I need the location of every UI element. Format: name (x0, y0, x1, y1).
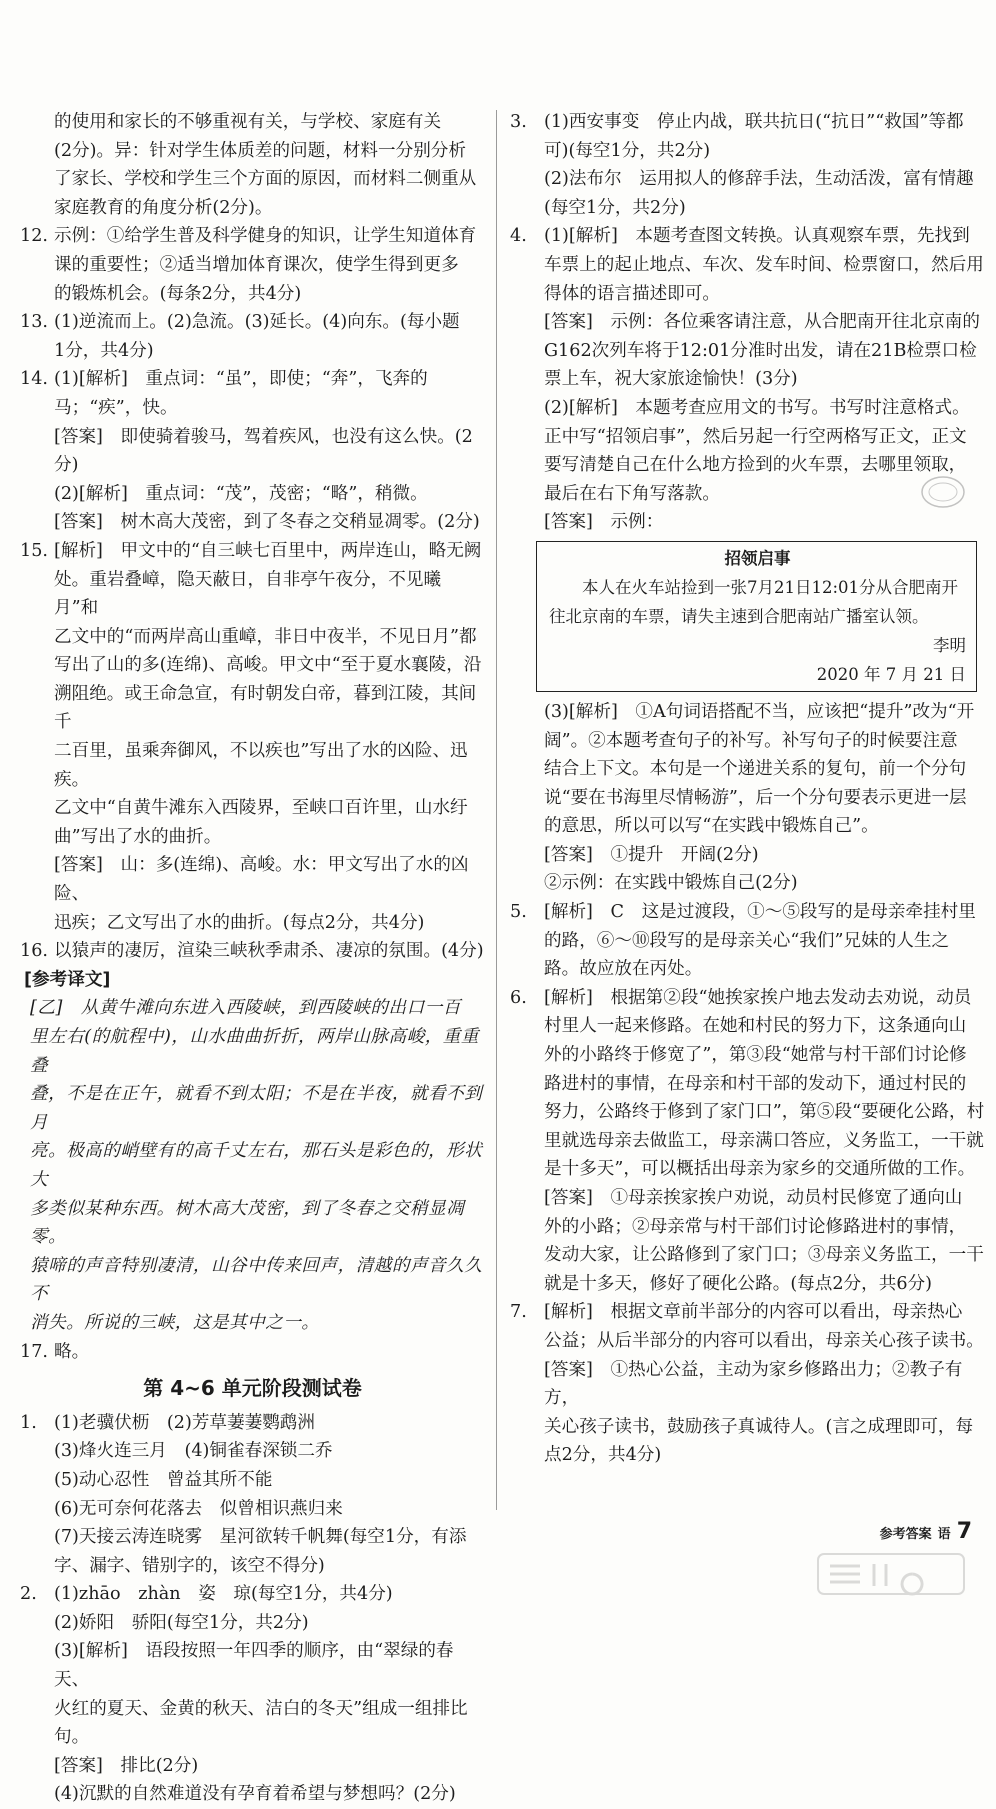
column-divider (496, 110, 497, 1510)
text-line: 票上车，祝大家旅途愉快！(3分) (544, 369, 798, 390)
text-line: (2)法布尔 运用拟人的修辞手法，生动活泼，富有情趣 (544, 169, 974, 190)
text-line: [答案] 山：多(连绵)、高峻。水：甲文写出了水的凶险、 (54, 855, 469, 905)
text-line: 就是十多天，修好了硬化公路。(每点2分，共6分) (544, 1273, 932, 1294)
question-number: 5. (510, 902, 527, 923)
subject-label: 语 (937, 1527, 951, 1542)
text-line: 消失。所说的三峡，这是其中之一。 (30, 1312, 320, 1333)
text-line: [解析] 甲文中的“自三峡七百里中，两岸连山，略无阙 (54, 540, 482, 561)
answer-16 (20, 937, 485, 966)
text-line: (4)沉默的自然难道没有孕育着希望与梦想吗？(2分) (54, 1784, 456, 1805)
text-line: (3)[解析] 语段按照一年四季的顺序，由“翠绿的春天、 (54, 1641, 454, 1691)
text-line: (1)zhāo zhàn 姿 琼(每空1分，共4分) (54, 1584, 393, 1605)
notice-signature: 李明 (933, 635, 966, 655)
text-line: 叠，不是在正午，就看不到太阳；不是在半夜，就看不到月 (30, 1084, 483, 1133)
text-line: [解析] 根据文章前半部分的内容可以看出，母亲热心 (544, 1302, 963, 1323)
text-line: (2)[解析] 重点词：“茂”，茂密；“略”，稍微。 (54, 483, 428, 504)
text-line: 字、漏字、错别字的，该空不得分) (54, 1555, 325, 1576)
unit-answer-1 (20, 1409, 485, 1581)
text-line: [答案] ①热心公益，主动为家乡修路出力；②教子有方， (544, 1359, 963, 1409)
text-line: 家庭教育的角度分析(2分)。 (54, 197, 273, 218)
question-number: 1. (20, 1412, 37, 1433)
text-line: (3)烽火连三月 (4)铜雀春深锁二乔 (54, 1441, 333, 1462)
question-number: 15. (20, 540, 48, 561)
stamp-mark (920, 474, 966, 510)
text-line: (3)[解析] ①A句词语搭配不当，应该把“提升”改为“开 (544, 701, 975, 722)
text-line: 外的小路；②母亲常与村干部们讨论修路进村的事情， (544, 1216, 967, 1237)
text-line: 的使用和家长的不够重视有关，与学校、家庭有关 (54, 112, 442, 132)
answer-12 (20, 222, 485, 308)
answer-14 (20, 365, 485, 537)
page-number: 7 (956, 1519, 972, 1544)
text-line: 车票上的起止地点、车次、发车时间、检票窗口，然后用 (544, 254, 984, 275)
text-line: 点2分，共4分) (544, 1445, 662, 1466)
text-line: [解析] 根据第②段“她挨家挨户地去发动去劝说，动员 (544, 987, 972, 1008)
text-line: 课的重要性；②适当增加体育课次，使学生得到更多 (54, 254, 459, 275)
text-line: 乙文中的“而两岸高山重嶂，非日中夜半，不见日月”都 (54, 626, 477, 647)
text-line: [答案] ①提升 开阔(2分) (544, 844, 759, 865)
page-footer (880, 1519, 972, 1544)
text-line: 溯阻绝。或王命急宣，有时朝发白帝，暮到江陵，其间千 (54, 683, 477, 733)
footer-label: 参考答案 (879, 1527, 932, 1542)
text-line: (2分)。异：针对学生体质差的问题，材料一分别分析 (54, 140, 466, 161)
question-number: 3. (510, 112, 527, 132)
notice-date: 2020 年 7 月 21 日 (816, 664, 966, 684)
unit-answer-7 (510, 1298, 985, 1470)
text-line: 二百里，虽乘奔御风，不以疾也”写出了水的凶险、迅疾。 (54, 741, 468, 790)
lost-and-found-notice (536, 541, 977, 692)
text-line: 的锻炼机会。(每条2分，共4分) (54, 283, 302, 304)
question-number: 17. (20, 1341, 48, 1362)
text-line: [乙] 从黄牛滩向东进入西陵峡，到西陵峡的出口一百 (30, 998, 461, 1019)
text-line: (1)[解析] 本题考查图文转换。认真观察车票，先找到 (544, 226, 970, 247)
unit-answer-3 (510, 108, 985, 222)
text-line: [答案] 示例： (544, 512, 664, 533)
text-line: 是十多天”，可以概括出母亲为家乡的交通所做的工作。 (544, 1159, 976, 1180)
text-line: 最后在右下角写落款。 (544, 483, 720, 504)
text-line: 乙文中“自黄牛滩东入西陵界，至峡口百许里，山水纡 (54, 798, 468, 819)
text-line: (7)天接云涛连晓雾 星河欲转千帆舞(每空1分，有添 (54, 1527, 467, 1548)
text-line: 1分，共4分) (54, 340, 154, 361)
notice-title: 招领启事 (724, 548, 791, 568)
text-line: 示例：①给学生普及科学健身的知识，让学生知道体育 (54, 226, 477, 247)
text-line: 发动大家，让公路修到了家门口；③母亲义务监工，一干 (544, 1245, 984, 1266)
text-line: 写出了山的多(连绵)、高峻。甲文中“至于夏水襄陵，沿 (54, 655, 482, 676)
question-number: 12. (20, 226, 48, 247)
unit-answer-6 (510, 984, 985, 1299)
text-line: (1)逆流而上。(2)急流。(3)延长。(4)向东。(每小题 (54, 312, 460, 333)
left-column (20, 108, 485, 1809)
text-line: 的意思，所以可以写“在实践中锻炼自己”。 (544, 816, 879, 837)
text-line: 里左右(的航程中)，山水曲曲折折，两岸山脉高峻，重重叠 (30, 1027, 479, 1076)
text-line: 以猿声的凄厉，渲染三峡秋季肃杀、凄凉的氛围。(4分) (54, 941, 484, 962)
text-line: 努力，公路终于修到了家门口”，第⑤段“要硬化公路，村 (544, 1102, 985, 1123)
text-line: [答案] ①母亲挨家挨户劝说，动员村民修宽了通向山 (544, 1188, 963, 1208)
text-line: 说“要在书海里尽情畅游”，后一个分句要表示更进一层 (544, 787, 967, 808)
text-line: G162次列车将于12:01分准时出发，请在21B检票口检 (544, 340, 977, 361)
text-line: 正中写“招领启事”，然后另起一行空两格写正文，正文 (544, 426, 967, 447)
question-number: 4. (510, 226, 527, 247)
text-line: 路进村的事情，在母亲和村干部的发动下，通过村民的 (544, 1073, 967, 1094)
question-number: 2. (20, 1584, 37, 1605)
answer-13 (20, 308, 485, 365)
text-line: [答案] 排比(2分) (54, 1755, 199, 1776)
unit-answer-5 (510, 898, 985, 984)
text-line: 多类似某种东西。树木高大茂密，到了冬春之交稍显凋零。 (30, 1198, 465, 1248)
text-line: 结合上下文。本句是一个递进关系的复句，前一个分句 (544, 759, 967, 780)
text-line: 猿啼的声音特别凄清，山谷中传来回声，清越的声音久久不 (30, 1255, 483, 1305)
text-line: (2)娇阳 骄阳(每空1分，共2分) (54, 1612, 309, 1633)
text-line: 村里人一起来修路。在她和村民的努力下，这条通向山 (544, 1016, 967, 1037)
question-number: 16. (20, 941, 48, 962)
text-line: (1)老骥伏枥 (2)芳草萋萋鹦鹉洲 (54, 1412, 315, 1433)
text-line: 关心孩子读书，鼓励孩子真诚待人。(言之成理即可，每 (544, 1416, 974, 1437)
translation-header: [参考译文] (24, 969, 111, 990)
text-line: 迅疾；乙文写出了水的曲折。(每点2分，共4分) (54, 912, 425, 933)
notice-body: 本人在火车站捡到一张7月21日12:01分从合肥南开往北京南的车票，请失主速到合肥南站广播室认领。 (549, 577, 959, 626)
text-line: 亮。极高的峭壁有的高千丈左右，那石头是彩色的，形状大 (30, 1141, 483, 1190)
text-line: (每空1分，共2分) (544, 197, 686, 218)
text-line: 路。故应放在丙处。 (544, 959, 703, 980)
unit-test-title: 第 4~6 单元阶段测试卷 (143, 1376, 362, 1401)
answer-17 (20, 1338, 485, 1367)
text-line: (5)动心忍性 曾益其所不能 (54, 1469, 273, 1490)
text-line: 外的小路终于修宽了”，第③段“她常与村干部们讨论修 (544, 1045, 967, 1066)
text-line: (1)[解析] 重点词：“虽”，即使；“奔”，飞奔的马；“疾”，快。 (54, 369, 428, 418)
unit-answer-2 (20, 1580, 485, 1809)
text-line: [答案] 示例：各位乘客请注意，从合肥南开往北京南的 (544, 312, 980, 333)
unit-answer-4 (510, 222, 985, 537)
text-line: 的路，⑥～⑩段写的是母亲关心“我们”兄妹的人生之 (544, 930, 950, 951)
text-line: 略。 (54, 1341, 90, 1362)
text-line: 曲”写出了水的曲折。 (54, 826, 222, 847)
text-line: 要写清楚自己在什么地方捡到的火车票，去哪里领取， (544, 455, 967, 476)
right-column (510, 108, 985, 1470)
text-line: (6)无可奈何花落去 似曾相识燕归来 (54, 1498, 343, 1519)
text-line: [答案] 即使骑着骏马，驾着疾风，也没有这么快。(2分) (54, 426, 473, 476)
unit-answer-4-part3 (510, 698, 985, 898)
text-line: 可)(每空1分，共2分) (544, 140, 711, 161)
watermark-logo (816, 1552, 966, 1596)
text-line: 处。重岩叠嶂，隐天蔽日，自非亭午夜分，不见曦月”和 (54, 569, 442, 619)
text-line: [答案] 树木高大茂密，到了冬春之交稍显凋零。(2分) (54, 512, 480, 533)
question-number: 13. (20, 312, 48, 333)
text-line: (2)[解析] 本题考查应用文的书写。书写时注意格式。 (544, 397, 970, 418)
text-line: [解析] C 这是过渡段，①～⑤段写的是母亲牵挂村里 (544, 902, 976, 923)
text-line: 了家长、学校和学生三个方面的原因，而材料二侧重从 (54, 169, 477, 190)
text-line: 火红的夏天、金黄的秋天、洁白的冬天”组成一组排比句。 (54, 1698, 468, 1748)
text-line: 里就选母亲去做监工，母亲满口答应，义务监工，一干就 (544, 1130, 984, 1151)
text-line: 公益；从后半部分的内容可以看出，母亲关心孩子读书。 (544, 1330, 984, 1351)
question-number: 6. (510, 987, 527, 1008)
answer-15 (20, 537, 485, 937)
reference-translation (20, 994, 485, 1337)
q11-continuation (20, 108, 485, 222)
text-line: 阔”。②本题考查句子的补写。补写句子的时候要注意 (544, 730, 958, 751)
question-number: 14. (20, 369, 48, 390)
question-number: 7. (510, 1302, 527, 1323)
text-line: 得体的语言描述即可。 (544, 283, 720, 304)
text-line: ②示例：在实践中锻炼自己(2分) (544, 873, 798, 894)
text-line: (1)西安事变 停止内战，联共抗日(“抗日”“救国”等都 (544, 112, 964, 132)
